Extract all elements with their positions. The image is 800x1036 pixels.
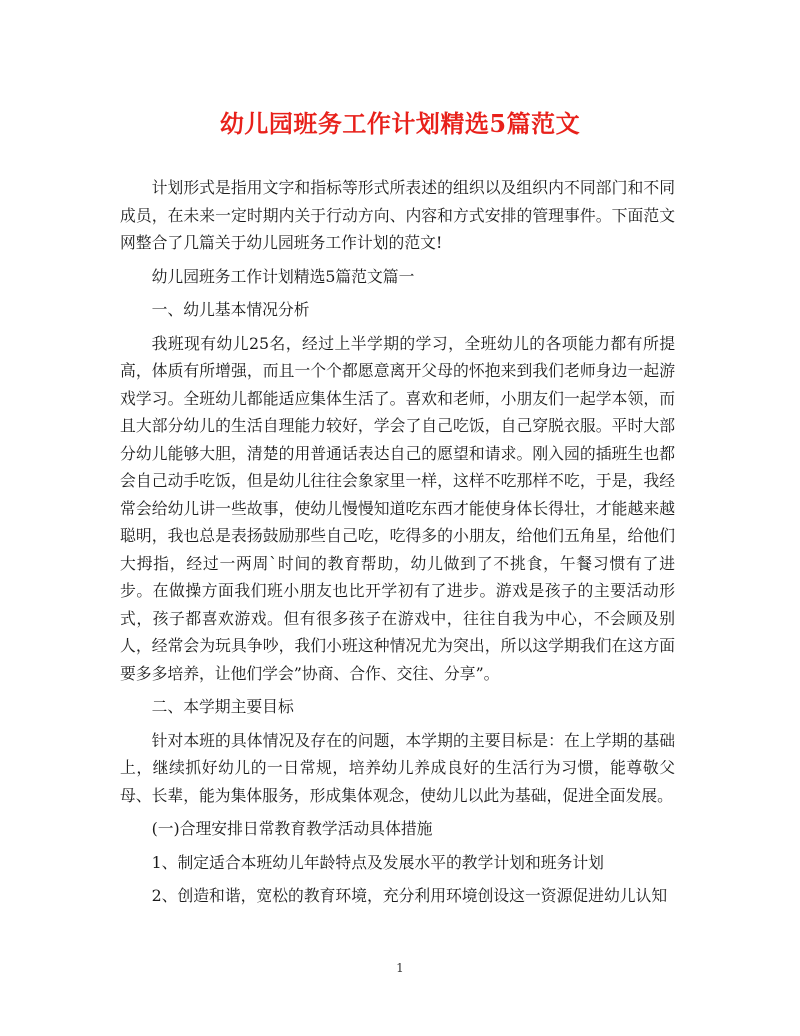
intro-paragraph: 计划形式是指用文字和指标等形式所表述的组织以及组织内不同部门和不同成员，在未来一定时期内关于行动方向、内容和方式安排的管理事件。下面范文网整合了几篇关于幼儿园班务工作计划的范文! (120, 178, 675, 252)
section-heading: 二、本学期主要目标 (151, 697, 294, 716)
list-item: 1、制定适合本班幼儿年龄特点及发展水平的教学计划和班务计划 (151, 852, 604, 872)
document-body (120, 174, 675, 916)
body-paragraph: 针对本班的具体情况及存在的问题，本学期的主要目标是：在上学期的基础上，继续抓好幼儿的一日常规，培养幼儿养成良好的生活行为习惯，能尊敬父母、长辈，能为集体服务，形成集体观念，使幼儿以此为基础，促进全面发展。 (120, 730, 675, 805)
document-title: 幼儿园班务工作计划精选5篇范文 (219, 109, 581, 138)
section-heading: 一、幼儿基本情况分析 (151, 300, 310, 319)
subsection-heading: (一)合理安排日常教育教学活动具体措施 (151, 819, 433, 838)
section-title: 幼儿园班务工作计划精选5篇范文篇一 (151, 266, 415, 286)
list-item: 2、创造和谐，宽松的教育环境，充分利用环境创设这一资源促进幼儿认知 (151, 886, 668, 905)
body-paragraph: 我班现有幼儿25名，经过上半学期的学习，全班幼儿的各项能力都有所提高，体质有所增强，而且一个个都愿意离开父母的怀抱来到我们老师身边一起游戏学习。全班幼儿都能适应集体生活了。喜欢和老师，小朋友们一起学本领，而且大部分幼儿的生活自理能力较好，学会了自己吃饭，自己穿脱衣服。平时大部分幼儿能够大胆，清楚的用普通话表达自己的愿望和请求。刚入园的插班生也都会自己动手吃饭，但是幼儿往往会象家里一样，这样不吃那样不吃，于是，我经常会给幼儿讲一些故事，使幼儿慢慢知道吃东西才能使身体长得壮，才能越来越聪明，我也总是表扬鼓励那些自己吃，吃得多的小朋友，给他们五角星，给他们大拇指，经过一两周`时间的教育帮助，幼儿做到了不挑食，午餐习惯有了进步。在做操方面我们班小朋友也比开学初有了进步。游戏是孩子的主要活动形式，孩子都喜欢游戏。但有很多孩子在游戏中，往往自我为中心，不会顾及别人，经常会为玩具争吵，我们小班这种情况尤为突出，所以这学期我们在这方面要多多培养，让他们学会”协商、合作、交往、分享”。 (120, 333, 675, 683)
page-number: 1 (396, 961, 404, 975)
